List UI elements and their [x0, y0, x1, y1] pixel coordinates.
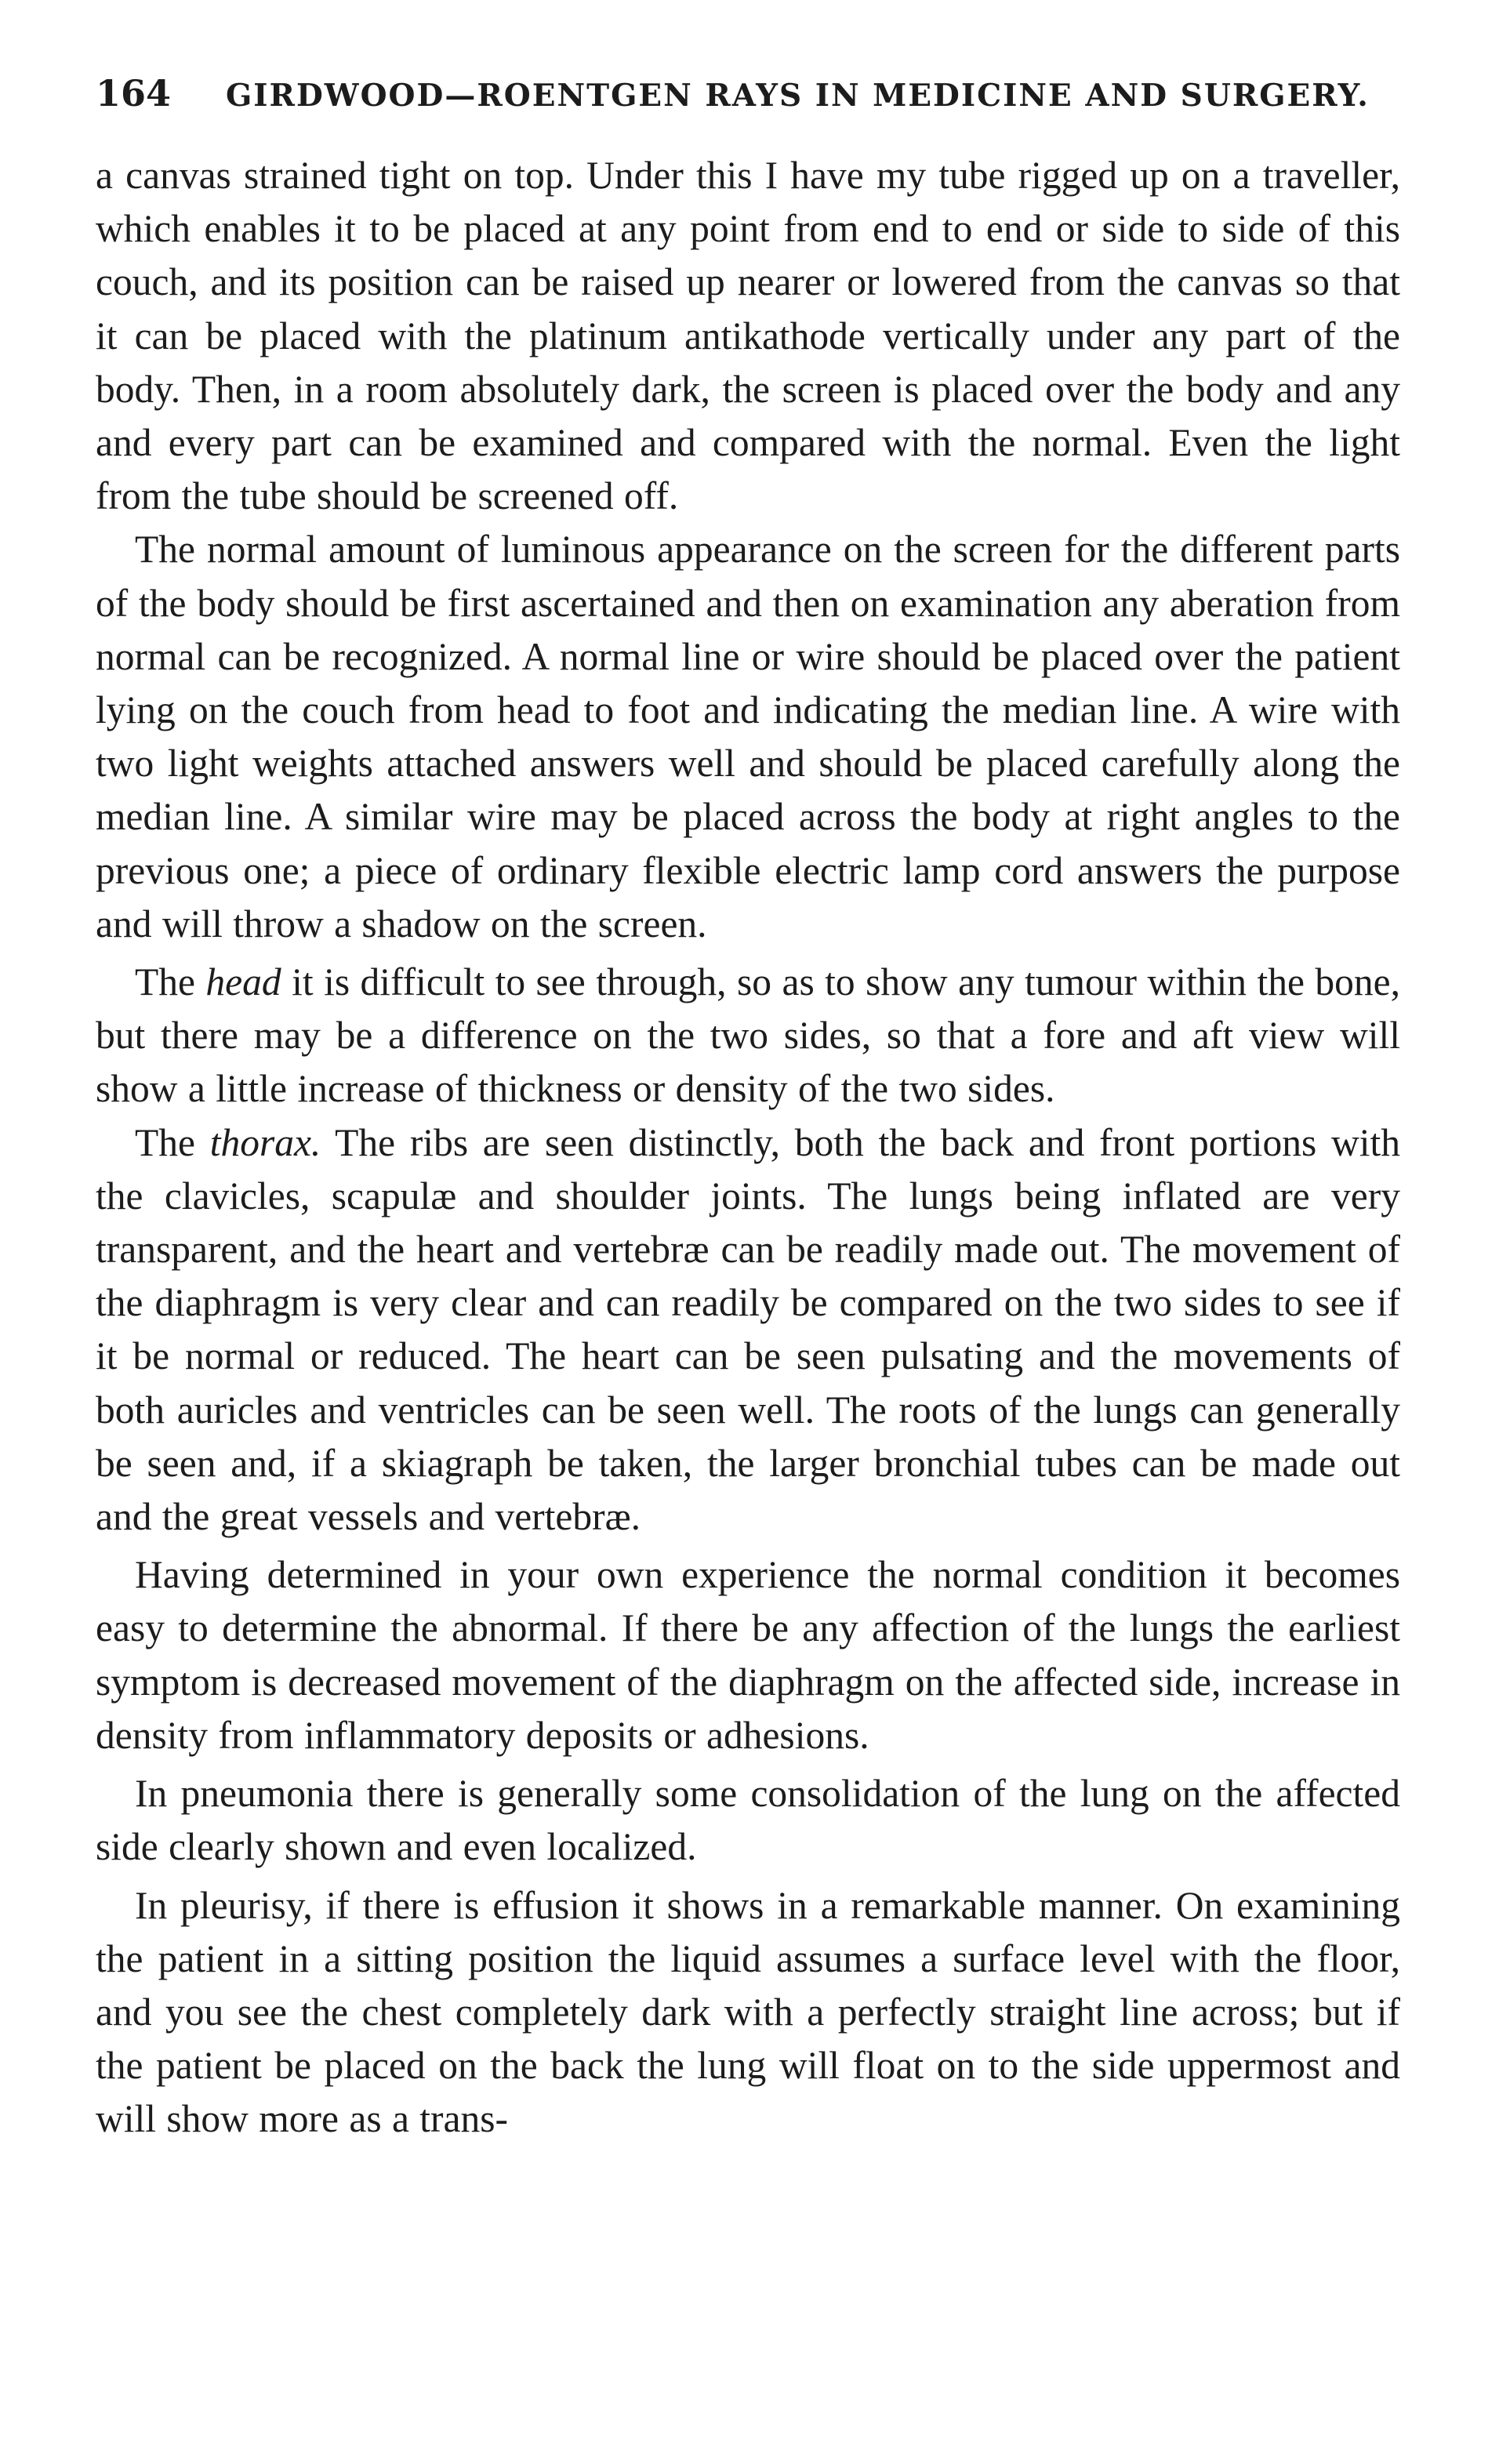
lead-prefix: The [135, 960, 206, 1004]
paragraph-5 [96, 1548, 1400, 1762]
book-page [96, 72, 1400, 2146]
paragraph-text: The ribs are seen distinctly, both the back and front portions with the clavicles, scapulæ and shoulder joints. The lungs being inflated are very transparent, and the heart and vertebræ can be readily made out. The movement of the diaphragm is very clear and can readily be compared on the two sides to see if it be normal or reduced. The heart can be seen pulsating and the movements of both auricles and ventricles can be seen well. The roots of the lungs can generally be seen and, if a skiagraph be taken, the larger bronchial tubes can be made out and the great vessels and vertebræ. [96, 1120, 1400, 1539]
paragraph-text: In pneumonia there is generally some consolidation of the lung on the affected side clearly shown and even localized. [96, 1772, 1400, 1869]
paragraph-7 [96, 1879, 1400, 2146]
paragraph-text: it is difficult to see through, so as to show any tumour within the bone, but there may be a difference on the two sides, so that a fore and aft view will show a little increase of thickness or density of the two sides. [96, 960, 1400, 1111]
running-header [96, 72, 1400, 127]
lead-prefix: The [135, 1120, 210, 1164]
section-lead-head: head [205, 960, 281, 1004]
paragraph-text: a canvas strained tight on top. Under this I have my tube rigged up on a traveller, which enables it to be placed at any point from end to end or side to side of this couch, and its position can be raised up nearer or lowered from the canvas so that it can be placed with the platinum antikathode vertically under any part of the body. Then, in a room absolutely dark, the screen is placed over the body and any and every part can be examined and compared with the normal. Even the light from the tube should be screened off. [96, 154, 1400, 518]
page-number: 164 [96, 72, 172, 114]
section-lead-thorax: thorax. [209, 1120, 321, 1164]
paragraph-head [96, 956, 1400, 1116]
paragraph-text: In pleurisy, if there is effusion it shows in a remarkable manner. On examining the patient in a sitting position the liquid assumes a surface level with the floor, and you see the chest completely dark with a perfectly straight line across; but if the patient be placed on the back the lung will float on to the side uppermost and will show more as a trans- [96, 1883, 1400, 2141]
body-text [96, 149, 1400, 2146]
paragraph-6 [96, 1767, 1400, 1874]
paragraph-thorax [96, 1116, 1400, 1544]
paragraph-text: The normal amount of luminous appearance on the screen for the different parts of the body should be first ascertained and then on examination any aberation from normal can be recognized. A normal line or wire should be placed over the patient lying on the couch from head to foot and indicating the median line. A wire with two light weights attached answers well and should be placed carefully along the median line. A similar wire may be placed across the body at right angles to the previous one; a piece of ordinary flexible electric lamp cord answers the purpose and will throw a shadow on the screen. [96, 528, 1400, 945]
paragraph-text: Having determined in your own experience the normal condition it becomes easy to determine the abnormal. If there be any affection of the lungs the earliest symptom is decreased movement of the diaphragm on the affected side, increase in density from inflammatory deposits or adhesions. [96, 1553, 1400, 1757]
paragraph-1 [96, 149, 1400, 523]
paragraph-2 [96, 523, 1400, 951]
running-title: GIRDWOOD—ROENTGEN RAYS IN MEDICINE AND SURGERY. [226, 78, 1370, 114]
